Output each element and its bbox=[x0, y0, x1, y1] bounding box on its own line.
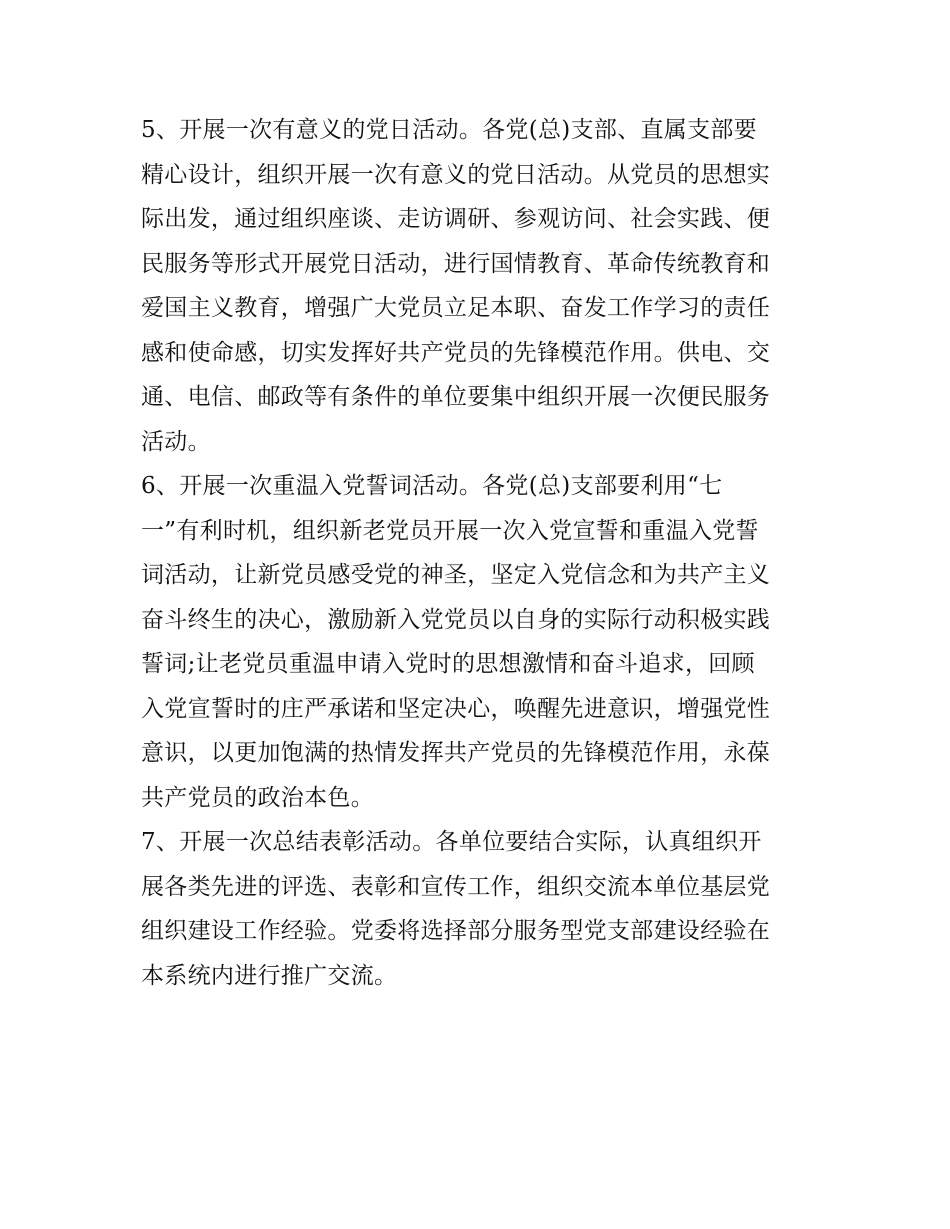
paragraph-line: 展各类先进的评选、表彰和宣传工作，组织交流本单位基层党 bbox=[141, 873, 771, 900]
paragraph-line: 精心设计，组织开展一次有意义的党日活动。从党员的思想实 bbox=[141, 161, 771, 188]
paragraph-line: 本系统内进行推广交流。 bbox=[141, 962, 398, 989]
paragraph-line: 感和使命感，切实发挥好共产党员的先锋模范作用。供电、交 bbox=[141, 339, 771, 366]
paragraph-line: 5、开展一次有意义的党日活动。各党(总)支部、直属支部要 bbox=[141, 117, 757, 143]
paragraph-line: 入党宣誓时的庄严承诺和坚定决心，唤醒先进意识，增强党性 bbox=[141, 695, 771, 722]
paragraph-line: 组织建设工作经验。党委将选择部分服务型党支部建设经验在 bbox=[141, 918, 771, 944]
paragraph-line: 意识，以更加饱满的热情发挥共产党员的先锋模范作用，永葆 bbox=[141, 740, 771, 766]
paragraph-line: 一”有利时机，组织新老党员开展一次入党宣誓和重温入党誓 bbox=[141, 517, 759, 544]
paragraph-line: 民服务等形式开展党日活动，进行国情教育、革命传统教育和 bbox=[141, 250, 771, 277]
paragraph-item-5 bbox=[141, 108, 811, 464]
paragraph-item-6 bbox=[141, 464, 811, 820]
paragraph-line: 共产党员的政治本色。 bbox=[141, 784, 374, 811]
paragraph-item-7 bbox=[141, 820, 811, 998]
paragraph-line: 奋斗终生的决心，激励新入党党员以自身的实际行动积极实践 bbox=[141, 606, 771, 633]
paragraph-line: 7、开展一次总结表彰活动。各单位要结合实际，认真组织开 bbox=[141, 829, 762, 855]
paragraph-line: 词活动，让新党员感受党的神圣，坚定入党信念和为共产主义 bbox=[141, 562, 771, 588]
paragraph-line: 6、开展一次重温入党誓词活动。各党(总)支部要利用“七 bbox=[141, 473, 723, 499]
paragraph-line: 活动。 bbox=[141, 428, 211, 455]
document-body bbox=[141, 108, 811, 998]
paragraph-line: 际出发，通过组织座谈、走访调研、参观访问、社会实践、便 bbox=[141, 206, 771, 232]
paragraph-line: 誓词;让老党员重温申请入党时的思想激情和奋斗追求，回顾 bbox=[141, 651, 755, 677]
paragraph-line: 爱国主义教育，增强广大党员立足本职、奋发工作学习的责任 bbox=[141, 295, 771, 321]
paragraph-line: 通、电信、邮政等有条件的单位要集中组织开展一次便民服务 bbox=[141, 384, 771, 410]
